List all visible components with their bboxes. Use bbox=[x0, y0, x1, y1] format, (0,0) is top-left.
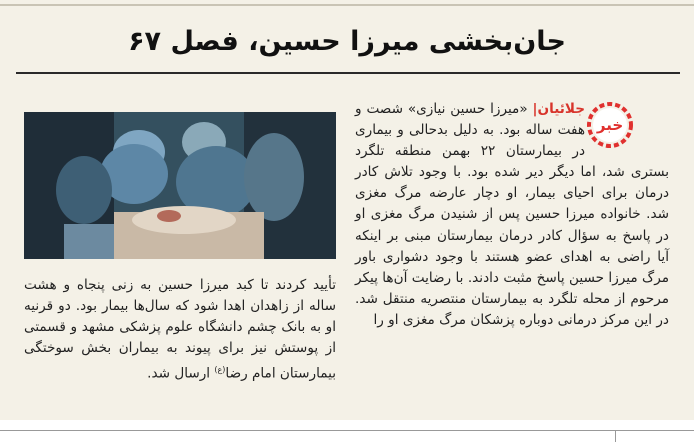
page-bottom-border bbox=[0, 430, 694, 431]
surgery-photo-illustration bbox=[24, 112, 336, 259]
article-body-right-column bbox=[355, 99, 669, 331]
article-body-left-1: تأیید کردند تا کبد میرزا حسین به زنی پنجاه و هشت ساله از زاهدان اهدا شود که سال‌ها بیمار بود. دو قرنیه او به بانک چشم دانشگاه علوم پزشکی مشهد و قسمتی از پوستش نیز برای پیوند به بیماران بخش سوختگی بیمارستان امام رضا bbox=[24, 277, 336, 382]
article-body-right: «میرزا حسین نیازی» شصت و هفت ساله بود. به دلیل بدحالی و بیماری در بیمارستان ۲۲ بهمن منطقه تلگرد بستری شد، اما دیگر دیر شده بود. با وجود تلاش کادر درمان برای احیای بیمار، او دچار عارضه مرگ مغزی شد. خانواده میرزا حسین پس از شنیدن مرگ مغزی او در پاسخ به سؤال کادر درمان بیمارستان مبنی بر اینکه آیا راضی به اهدای عضو هستند با وجود دشواری باور مرگ میرزا حسین پاسخ مثبت دادند. با رضایت آن‌ها پیکر مرحوم از محله تلگرد به بیمارستان منتصریه منتقل شد. در این مرکز درمانی دوباره پزشکان مرگ مغزی او را bbox=[355, 101, 669, 328]
page-bottom-tick bbox=[615, 430, 616, 442]
badge-spacer bbox=[585, 99, 669, 161]
title-rule bbox=[16, 72, 680, 74]
article-lead: جلائیان| bbox=[532, 101, 585, 117]
article-body-left-2: ارسال شد. bbox=[147, 365, 215, 382]
news-badge-label: خبر bbox=[596, 116, 624, 134]
surgery-photo bbox=[24, 112, 336, 259]
top-border bbox=[0, 4, 694, 6]
article-body-left-column bbox=[24, 275, 336, 385]
article-title: جان‌بخشی میرزا حسین، فصل ۶۷ bbox=[128, 26, 566, 57]
honorific-superscript: (ع) bbox=[214, 365, 226, 375]
